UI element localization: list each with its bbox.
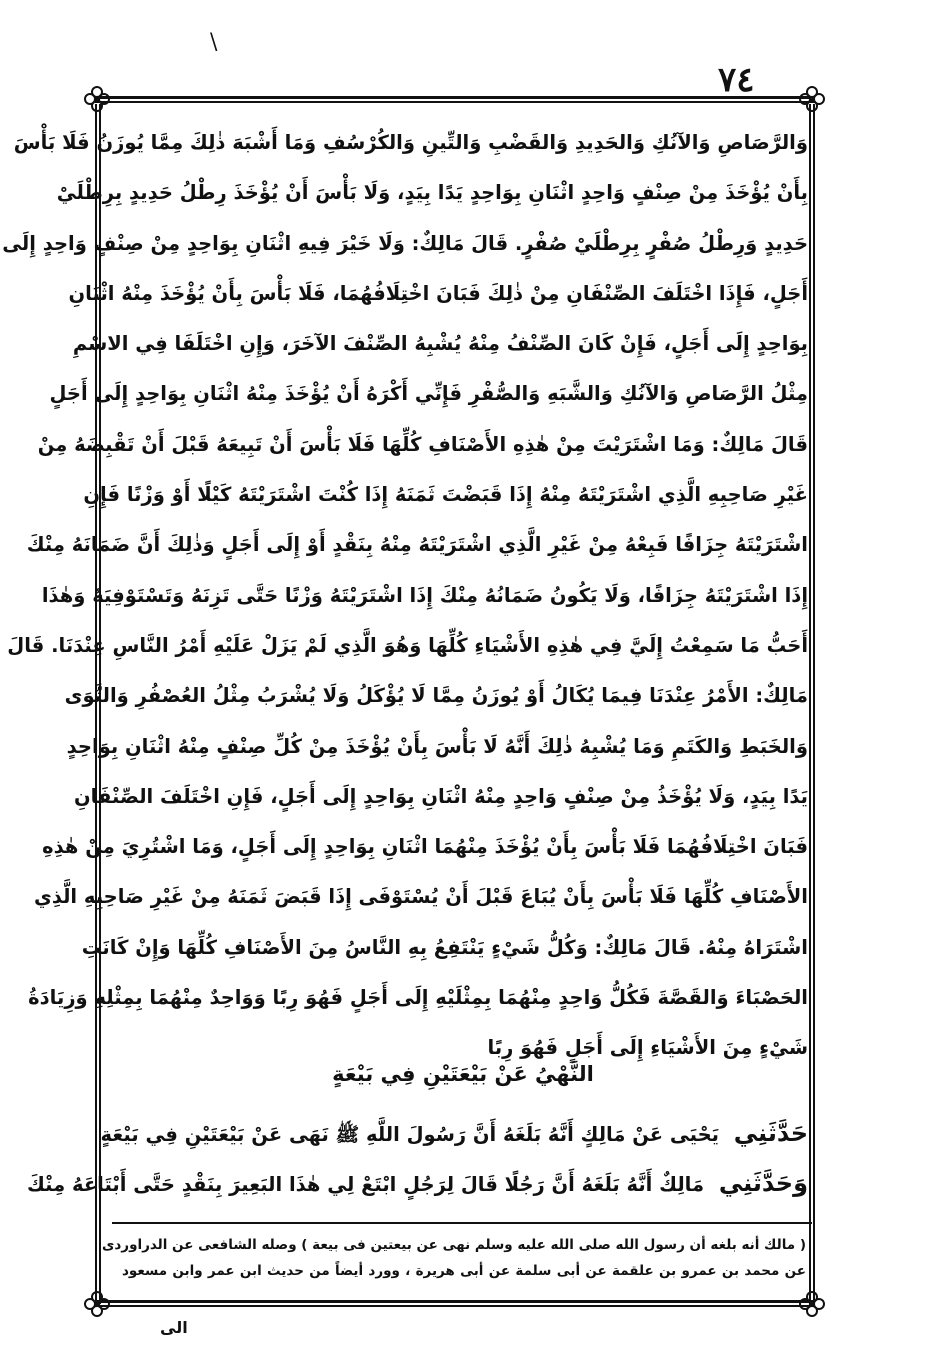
footnotes bbox=[102, 1232, 806, 1284]
corner-ornament-top-right-icon bbox=[799, 86, 825, 112]
hadith-text: مَالِكٌ أَنَّهُ بَلَغَهُ أَنَّ رَجُلًا قَالَ لِرَجُلٍ ابْتَعْ لِي هٰذَا البَعِيرَ بِنَقْدٍ حَتَّى أَبْتَاعَهُ مِنْكَ bbox=[27, 1173, 705, 1196]
text-line: مِثْلُ الرَّصَاصِ وَالآنُكِ وَالشَّبَهِ وَالصُّفْرِ فَإِنِّي أَكْرَهُ أَنْ يُؤْخَذَ مِنْهُ اثْنَانِ بِوَاحِدٍ إِلَى أَجَلٍ bbox=[49, 382, 808, 406]
corner-ornament-top-left-icon bbox=[84, 86, 110, 112]
frame-right-border bbox=[809, 104, 815, 1304]
text-line: الحَصْبَاءَ وَالقَصَّةَ فَكُلُّ وَاحِدٍ مِنْهُمَا بِمِثْلَيْهِ إِلَى أَجَلٍ فَهُوَ رِبًا وَوَاحِدٌ مِنْهُمَا بِمِثْلِهِ وَزِيَادَةُ bbox=[28, 986, 808, 1010]
text-line: أَحَبُّ مَا سَمِعْتُ إِلَيَّ فِي هٰذِهِ الأَشْيَاءِ كُلِّهَا وَهُوَ الَّذِي لَمْ يَزَلْ عَلَيْهِ أَمْرُ النَّاسِ عِنْدَنَا. قَالَ bbox=[7, 633, 808, 657]
footnote-line: عن محمد بن عمرو بن علقمة عن أبى سلمة عن أبى هريرة ، وورد أيضاً من حديث ابن عمر وابن مسعود bbox=[122, 1263, 806, 1279]
corner-ornament-bottom-right-icon bbox=[799, 1291, 825, 1317]
text-line: قَالَ مَالِكٌ: وَمَا اشْتَرَيْتَ مِنْ هٰذِهِ الأَصْنَافِ كُلِّهَا فَلَا بَأْسَ أَنْ تَبِيعَهُ قَبْلَ أَنْ تَقْبِضَهُ مِنْ bbox=[37, 432, 808, 456]
text-line: مَالِكٌ: الأَمْرُ عِنْدَنَا فِيمَا يُكَالُ أَوْ يُوزَنُ مِمَّا لَا يُؤْكَلُ وَلَا يُشْرَبُ مِثْلُ العُصْفُرِ وَالنَّوَى bbox=[64, 684, 808, 708]
hadith-line bbox=[27, 1158, 808, 1208]
footnote-divider bbox=[112, 1222, 812, 1224]
text-line: إِذَا اشْتَرَيْتَهُ جِزَافًا، وَلَا يَكُونُ ضَمَانُهُ مِنْكَ إِذَا اشْتَرَيْتَهُ وَزْنًا حَتَّى تَزِنَهُ وَتَسْتَوْفِيَهُ وَهٰذَا bbox=[41, 583, 808, 607]
text-line: وَالرَّصَاصِ وَالآنُكِ وَالحَدِيدِ وَالقَضْبِ وَالتِّينِ وَالكُرْسُفِ وَمَا أَشْبَهَ ذٰلِكَ مِمَّا يُوزَنُ فَلَا بَأْسَ bbox=[13, 131, 808, 154]
text-line: غَيْرِ صَاحِبِهِ الَّذِي اشْتَرَيْتَهُ مِنْهُ إِذَا قَبَضْتَ ثَمَنَهُ إِذَا كُنْتَ اشْتَرَيْتَهُ كَيْلًا أَوْ وَزْنًا فَإِنِ bbox=[83, 483, 808, 507]
catchword: الى bbox=[160, 1318, 188, 1337]
frame-bottom-border bbox=[95, 1300, 815, 1307]
text-line: الأَصْنَافِ كُلِّهَا فَلَا بَأْسَ بِأَنْ يُبَاعَ قَبْلَ أَنْ يُسْتَوْفَى إِذَا قَبَضَ ثَمَنَهُ مِنْ غَيْرِ صَاحِبِهِ الَّذِي bbox=[33, 885, 808, 909]
page-number: ٧٤ bbox=[718, 60, 755, 100]
text-line: أَجَلٍ، فَإِذَا اخْتَلَفَ الصِّنْفَانِ مِنْ ذٰلِكَ فَبَانَ اخْتِلَافُهُمَا، فَلَا بَأْسَ بِأَنْ يُؤْخَذَ مِنْهُ اثْنَانِ bbox=[68, 281, 808, 305]
text-line: حَدِيدٍ وَرِطْلُ صُفْرٍ بِرِطْلَيْ صُفْرٍ. قَالَ مَالِكٌ: وَلَا خَيْرَ فِيهِ اثْنَانِ بِوَاحِدٍ مِنْ صِنْفٍ وَاحِدٍ إِلَى bbox=[2, 231, 808, 255]
hadith-lead-word: وَحَدَّثَنِي bbox=[718, 1169, 808, 1197]
section-heading: النَّهْيُ عَنْ بَيْعَتَيْنِ فِي بَيْعَةٍ bbox=[332, 1062, 594, 1086]
text-line: فَبَانَ اخْتِلَافُهُمَا فَلَا بَأْسَ بِأَنْ يُؤْخَذَ مِنْهُمَا اثْنَانِ بِوَاحِدٍ إِلَى أَجَلٍ، وَمَا اشْتُرِيَ مِنْ هٰذِهِ bbox=[42, 835, 808, 859]
text-line: يَدًا بِيَدٍ، وَلَا يُؤْخَذُ مِنْ صِنْفٍ وَاحِدٍ مِنْهُ اثْنَانِ بِوَاحِدٍ إِلَى أَجَلٍ، فَإِنِ اخْتَلَفَ الصِّنْفَانِ bbox=[74, 784, 808, 808]
text-line: اشْتَرَيْتَهُ جِزَافًا فَبِعْهُ مِنْ غَيْرِ الَّذِي اشْتَرَيْتَهُ مِنْهُ بِنَقْدٍ أَوْ إِلَى أَجَلٍ وَذٰلِكَ أَنَّ ضَمَانَهُ مِنْكَ bbox=[26, 533, 808, 557]
text-line: بِأَنْ يُؤْخَذَ مِنْ صِنْفٍ وَاحِدٍ اثْنَانِ بِوَاحِدٍ يَدًا بِيَدٍ، وَلَا بَأْسَ أَنْ يُؤْخَذَ رِطْلُ حَدِيدٍ بِرِطْلَيْ bbox=[56, 181, 808, 205]
main-text bbox=[2, 118, 808, 1074]
hadith-lead-word: حَدَّثَنِي bbox=[733, 1119, 808, 1147]
corner-ornament-bottom-left-icon bbox=[84, 1291, 110, 1317]
hadith-block bbox=[27, 1108, 808, 1208]
frame-top-border bbox=[95, 96, 815, 103]
text-line: وَالخَبَطِ وَالكَتَمِ وَمَا يُشْبِهُ ذٰلِكَ أَنَّهُ لَا بَأْسَ بِأَنْ يُؤْخَذَ مِنْ كُلِّ صِنْفٍ مِنْهُ اثْنَانِ بِوَاحِدٍ bbox=[66, 734, 808, 758]
stray-mark: \ bbox=[210, 30, 218, 55]
text-line: شَيْءٍ مِنَ الأَشْيَاءِ إِلَى أَجَلٍ فَهُوَ رِبًا bbox=[487, 1036, 808, 1060]
hadith-line bbox=[100, 1108, 808, 1158]
text-line: اشْتَرَاهُ مِنْهُ. قَالَ مَالِكٌ: وَكُلُّ شَيْءٍ يَنْتَفِعُ بِهِ النَّاسُ مِنَ الأَصْنَافِ كُلِّهَا وَإِنْ كَانَتِ bbox=[81, 935, 808, 959]
hadith-text: يَحْيَى عَنْ مَالِكٍ أَنَّهُ بَلَغَهُ أَنَّ رَسُولَ اللَّهِ ﷺ نَهَى عَنْ بَيْعَتَيْنِ فِي بَيْعَةٍ bbox=[100, 1123, 719, 1146]
text-line: بِوَاحِدٍ إِلَى أَجَلٍ، فَإِنْ كَانَ الصِّنْفُ مِنْهُ يُشْبِهُ الصِّنْفَ الآخَرَ، وَإِنِ اخْتَلَفَا فِي الاسْمِ bbox=[72, 332, 808, 356]
footnote-line: ( مالك أنه بلغه أن رسول الله صلى الله عليه وسلم نهى عن بيعتين فى بيعة ) وصله الشافعى عن الدراوردى bbox=[102, 1237, 806, 1253]
